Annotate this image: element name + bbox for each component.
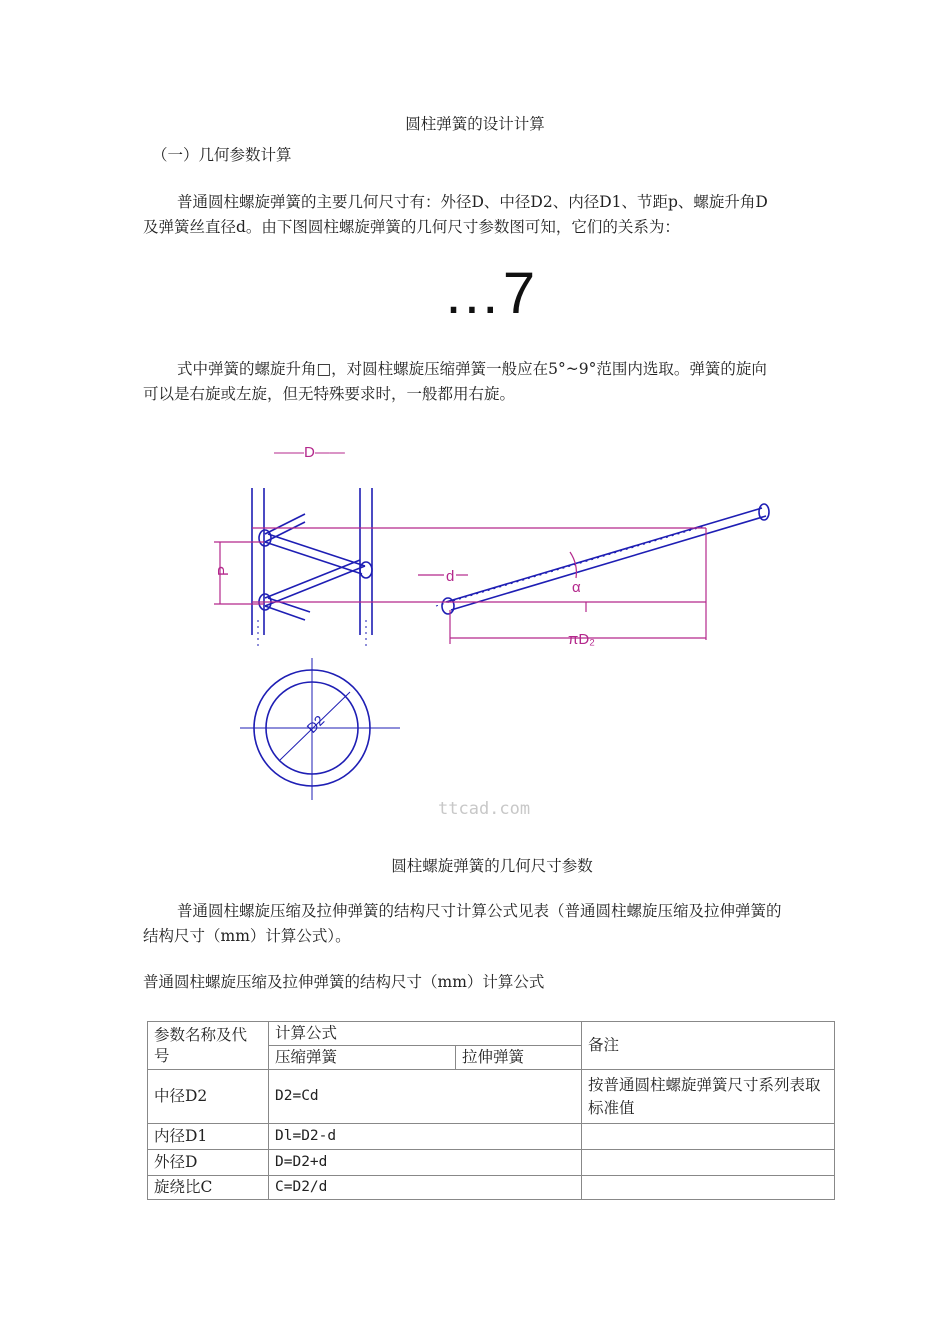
label-wire-diameter: d xyxy=(446,568,455,585)
wire-section-top xyxy=(259,530,271,546)
formula-placeholder: …7 xyxy=(442,261,538,326)
cell-name: 外径D xyxy=(148,1150,269,1176)
label-d2: D2 xyxy=(303,712,328,737)
paragraph-line: 结构尺寸（mm）计算公式）。 xyxy=(143,927,351,945)
cell-note xyxy=(582,1124,835,1150)
cell-formula: Dl=D2-d xyxy=(269,1124,582,1150)
header-extension: 拉伸弹簧 xyxy=(456,1046,582,1070)
table-row xyxy=(148,1150,835,1176)
spring-formula-table xyxy=(147,1021,835,1200)
cell-name: 旋绕比C xyxy=(148,1176,269,1200)
paragraph-table-intro xyxy=(143,899,848,949)
table-row xyxy=(148,1176,835,1200)
figure-caption: 圆柱螺旋弹簧的几何尺寸参数 xyxy=(391,857,593,875)
cell-note xyxy=(582,1176,835,1200)
label-pi-d2: πD₂ xyxy=(568,631,596,648)
label-alpha: α xyxy=(572,579,581,596)
paragraph-line: 式中弹簧的螺旋升角□，对圆柱螺旋压缩弹簧一般应在5°~9°范围内选取。弹簧的旋向 xyxy=(177,360,767,378)
wire-centerline xyxy=(436,526,705,606)
paragraph-line: 可以是右旋或左旋，但无特殊要求时，一般都用右旋。 xyxy=(143,385,516,403)
cell-formula: D2=Cd xyxy=(269,1070,582,1124)
watermark: ttcad.com xyxy=(438,799,531,819)
header-param: 参数名称及代号 xyxy=(148,1022,269,1070)
paragraph-line: 普通圆柱螺旋压缩及拉伸弹簧的结构尺寸计算公式见表（普通圆柱螺旋压缩及拉伸弹簧的 xyxy=(177,902,782,920)
cell-formula: D=D2+d xyxy=(269,1150,582,1176)
section-heading: （一）几何参数计算 xyxy=(152,146,292,164)
unwrapped-wire xyxy=(446,508,766,610)
paragraph-line: 及弹簧丝直径d。由下图圆柱螺旋弹簧的几何尺寸参数图可知，它们的关系为： xyxy=(143,218,680,236)
table-caption: 普通圆柱螺旋压缩及拉伸弹簧的结构尺寸（mm）计算公式 xyxy=(143,973,545,991)
coil-front-upper xyxy=(265,534,365,574)
label-pitch: P xyxy=(215,565,232,576)
header-note: 备注 xyxy=(582,1022,835,1070)
paragraph-line: 普通圆柱螺旋弹簧的主要几何尺寸有：外径D、中径D2、内径D1、节距p、螺旋升角D xyxy=(177,193,768,211)
paragraph-helix-angle xyxy=(143,357,843,407)
table-row xyxy=(148,1070,835,1124)
cell-name: 中径D2 xyxy=(148,1070,269,1124)
wire-section-start xyxy=(442,598,454,614)
cell-formula: C=D2/d xyxy=(269,1176,582,1200)
coil-back-lower xyxy=(265,560,365,606)
table-row xyxy=(148,1124,835,1150)
page-title: 圆柱弹簧的设计计算 xyxy=(405,115,545,133)
header-formula: 计算公式 xyxy=(269,1022,582,1046)
cell-name: 内径D1 xyxy=(148,1124,269,1150)
wire-section-right xyxy=(360,562,372,578)
cell-note xyxy=(582,1150,835,1176)
paragraph-geometry xyxy=(143,190,843,240)
label-outer-diameter: ——D—— xyxy=(274,444,345,461)
cell-note: 按普通圆柱螺旋弹簧尺寸系列表取标准值 xyxy=(582,1070,835,1124)
spring-diagram xyxy=(210,430,800,830)
header-compression: 压缩弹簧 xyxy=(269,1046,456,1070)
wire-section-end xyxy=(759,504,769,520)
